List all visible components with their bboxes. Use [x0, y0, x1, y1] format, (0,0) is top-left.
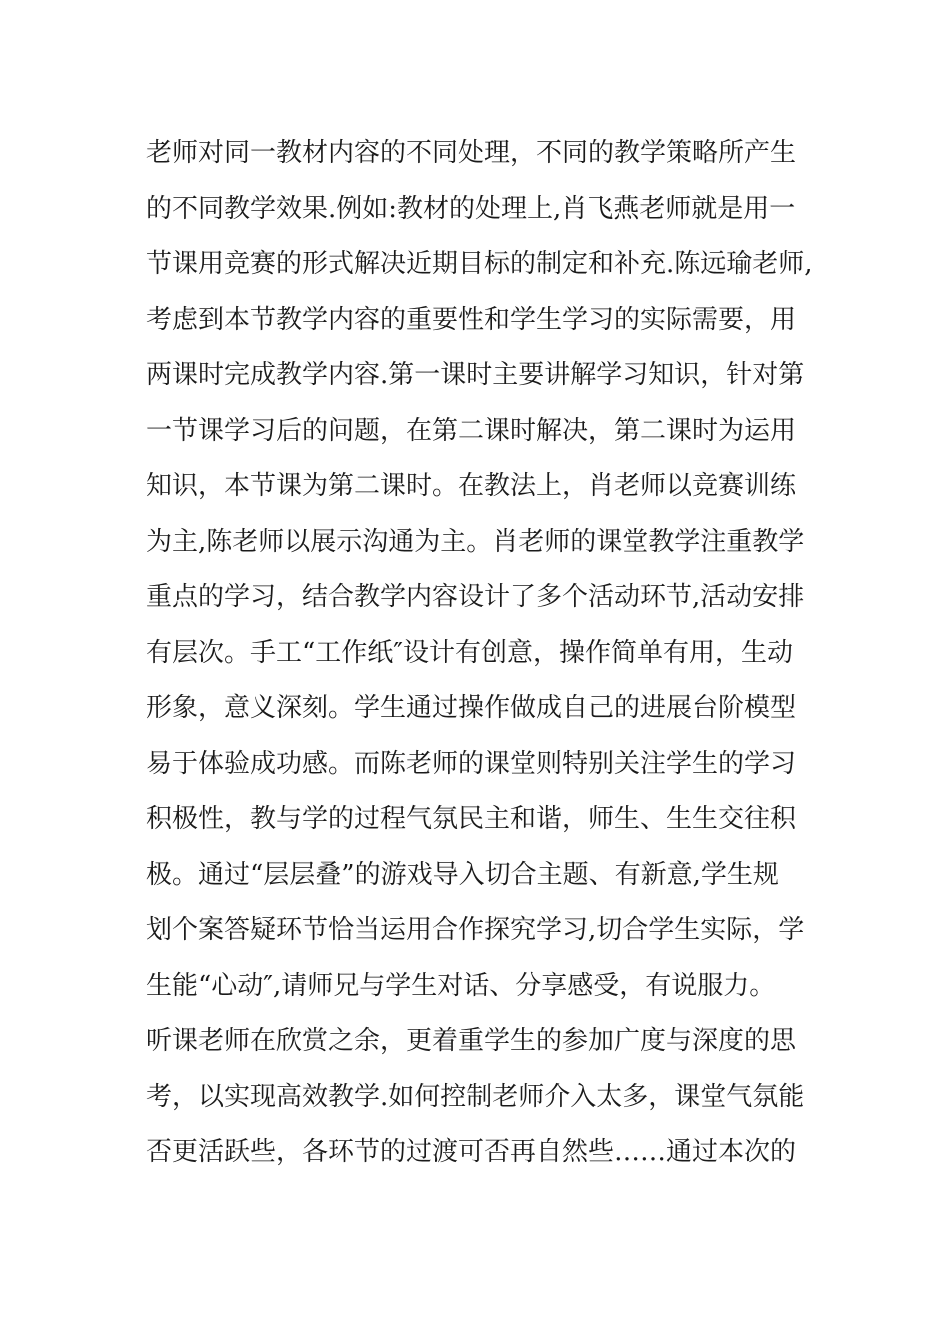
text-line: 节课用竞赛的形式解决近期目标的制定和补充.陈远瑜老师,: [146, 249, 813, 279]
text-line: 两课时完成教学内容.第一课时主要讲解学习知识，针对第: [146, 360, 805, 390]
text-line: 生能“心动″,请师兄与学生对话、分享感受，有说服力。: [146, 970, 776, 1001]
text-line: 极。通过“层层叠”的游戏导入切合主题、有新意,学生规: [146, 859, 779, 890]
text-line: 易于体验成功感。而陈老师的课堂则特别关注学生的学习: [146, 748, 797, 779]
text-line: 考，以实现高效教学.如何控制老师介入太多，课堂气氛能: [146, 1081, 805, 1112]
text-line: 重点的学习，结合教学内容设计了多个活动环节,活动安排: [146, 582, 805, 612]
text-line: 否更活跃些，各环节的过渡可否再自然些……通过本次的: [146, 1137, 797, 1167]
text-line: 老师对同一教材内容的不同处理，不同的教学策略所产生: [146, 138, 797, 168]
text-line: 为主,陈老师以展示沟通为主。肖老师的课堂教学注重教学: [146, 526, 805, 557]
body-paragraph: [146, 126, 816, 1181]
text-line: 形象，意义深刻。学生通过操作做成自己的进展台阶模型: [146, 693, 797, 723]
text-line: 考虑到本节教学内容的重要性和学生学习的实际需要，用: [146, 304, 797, 335]
text-line: 一节课学习后的问题，在第二课时解决，第二课时为运用: [146, 415, 797, 446]
text-line: 知识，本节课为第二课时。在教法上，肖老师以竞赛训练: [146, 471, 797, 501]
text-line: 划个案答疑环节恰当运用合作探究学习,切合学生实际，学: [146, 915, 805, 945]
text-line: 的不同教学效果.例如:教材的处理上,肖飞燕老师就是用一: [146, 193, 796, 224]
text-line: 有层次。手工“工作纸″设计有创意，操作简单有用，生动: [146, 637, 794, 668]
text-line: 积极性，教与学的过程气氛民主和谐，师生、生生交往积: [146, 804, 797, 834]
text-line: 听课老师在欣赏之余，更着重学生的参加广度与深度的思: [146, 1026, 797, 1056]
